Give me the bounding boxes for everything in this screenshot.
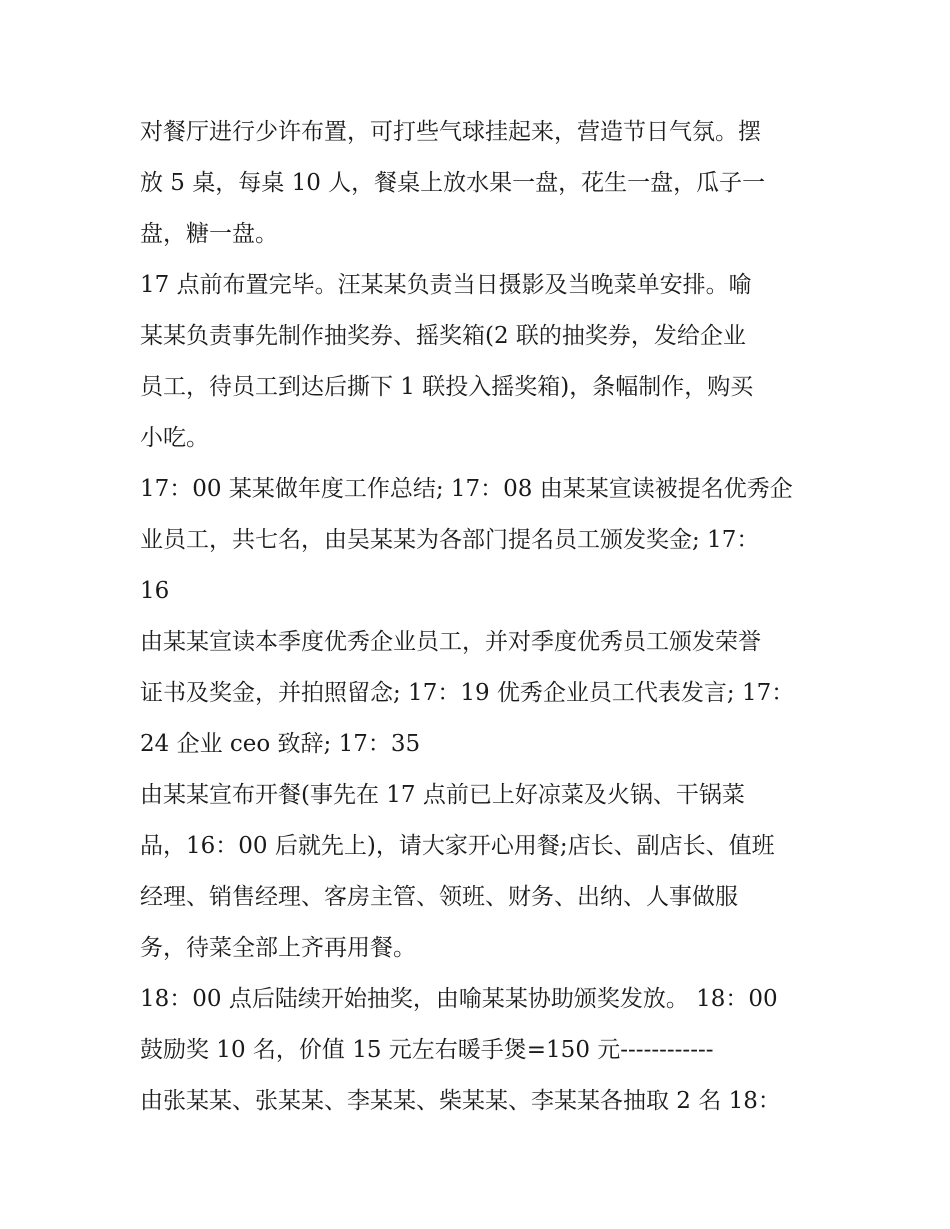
text-line: 17 点前布置完毕。汪某某负责当日摄影及当晚菜单安排。喻 — [140, 272, 752, 298]
text-line: 小吃。 — [140, 425, 209, 451]
text-line: 务，待菜全部上齐再用餐。 — [140, 935, 416, 961]
document-body — [140, 107, 820, 1127]
text-line: 对餐厅进行少许布置，可打些气球挂起来，营造节日气氛。摆 — [140, 119, 761, 145]
text-line: 由某某宣读本季度优秀企业员工，并对季度优秀员工颁发荣誉 — [140, 629, 761, 655]
text-line: 证书及奖金，并拍照留念; 17：19 优秀企业员工代表发言; 17： — [140, 680, 795, 706]
text-line: 17：00 某某做年度工作总结; 17：08 由某某宣读被提名优秀企 — [140, 476, 793, 502]
text-line: 16 — [140, 578, 170, 604]
text-line: 员工，待员工到达后撕下 1 联投入摇奖箱)，条幅制作，购买 — [140, 374, 754, 400]
text-line: 经理、销售经理、客房主管、领班、财务、出纳、人事做服 — [140, 884, 738, 910]
text-line: 品，16：00 后就先上)，请大家开心用餐;店长、副店长、值班 — [140, 833, 775, 859]
text-line: 24 企业 ceo 致辞; 17：35 — [140, 731, 421, 757]
text-line: 放 5 桌，每桌 10 人，餐桌上放水果一盘，花生一盘，瓜子一 — [140, 170, 766, 196]
text-line: 由张某某、张某某、李某某、柴某某、李某某各抽取 2 名 18： — [140, 1088, 781, 1114]
text-line: 业员工，共七名，由吴某某为各部门提名员工颁发奖金; 17： — [140, 527, 760, 553]
text-line: 18：00 点后陆续开始抽奖，由喻某某协助颁奖发放。 18：00 — [140, 986, 778, 1012]
text-line: 盘，糖一盘。 — [140, 221, 278, 247]
text-line: 某某负责事先制作抽奖券、摇奖箱(2 联的抽奖券，发给企业 — [140, 323, 746, 349]
text-line: 由某某宣布开餐(事先在 17 点前已上好凉菜及火锅、干锅菜 — [140, 782, 745, 808]
text-line: 鼓励奖 10 名，价值 15 元左右暖手煲=150 元------------ — [140, 1037, 714, 1063]
